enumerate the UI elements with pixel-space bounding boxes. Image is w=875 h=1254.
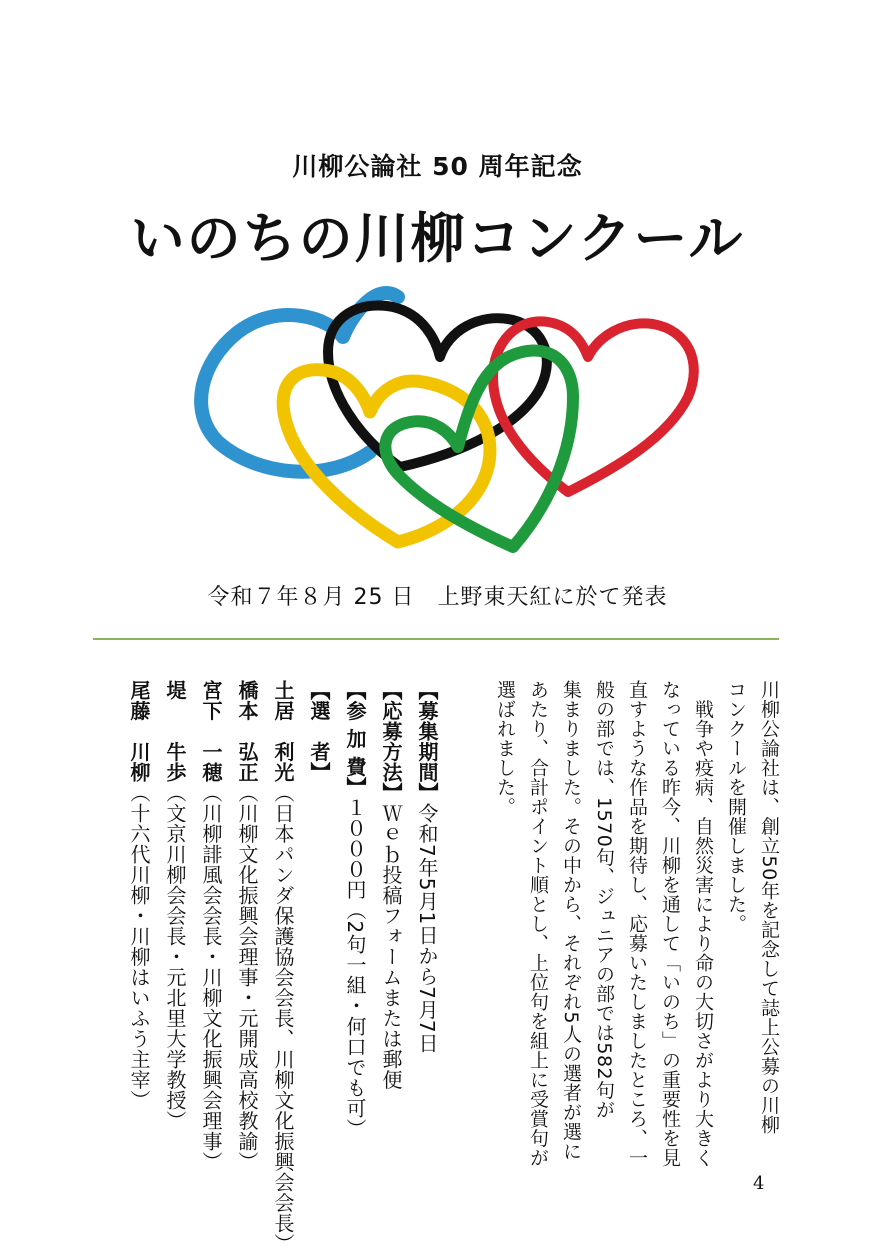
intro-line: コンクールを開催しました。 bbox=[725, 680, 747, 934]
intro-line: 般の部では、1570句、ジュニアの部では582句が bbox=[593, 680, 615, 1119]
fee-label: 【参 加 費】 bbox=[343, 680, 367, 797]
interlocking-hearts-icon bbox=[178, 262, 718, 562]
divider bbox=[93, 638, 779, 640]
fee-value: １０００円（2句一組・何口でも可） bbox=[343, 797, 367, 1138]
judge-name: 土居 利光 bbox=[271, 680, 295, 783]
announcement: 令和７年８月 25 日 上野東天紅に於て発表 bbox=[0, 580, 875, 611]
period-label: 【募集期間】 bbox=[415, 680, 439, 803]
intro-line: 川柳公論社は、創立50年を記念して誌上公募の川柳 bbox=[758, 680, 780, 1134]
period-row bbox=[415, 680, 439, 1054]
method-row bbox=[379, 680, 403, 1090]
method-value: Ｗｅｂ投稿フォームまたは郵便 bbox=[379, 803, 403, 1090]
subtitle: 川柳公論社 50 周年記念 bbox=[0, 147, 875, 183]
intro-line: 選ばれました。 bbox=[494, 680, 516, 817]
intro-line: 直すような作品を期待し、応募いたしましたところ、一 bbox=[626, 680, 648, 1168]
judge-note: （日本パンダ保護協会会長、川柳文化振興会会長） bbox=[271, 783, 295, 1254]
judge-row bbox=[127, 680, 151, 1111]
judges-label: 【選 者】 bbox=[307, 680, 331, 783]
judge-note: （十六代川柳・川柳はいふう主宰） bbox=[127, 783, 151, 1111]
judge-note: （川柳文化振興会理事・元開成高校教諭） bbox=[235, 783, 259, 1173]
judge-note: （文京川柳会会長・元北里大学教授） bbox=[163, 783, 187, 1132]
judge-name: 宮下 一穂 bbox=[199, 680, 223, 783]
page-number: 4 bbox=[753, 1173, 764, 1194]
judge-row bbox=[163, 680, 187, 1131]
fee-row bbox=[343, 680, 367, 1139]
details-block bbox=[100, 680, 445, 1180]
page-title: いのちの川柳コンクール bbox=[0, 196, 875, 273]
judge-row bbox=[271, 680, 295, 1254]
period-value: 令和7年5月1日から7月7日 bbox=[415, 803, 439, 1054]
intro-line: 集まりました。その中から、それぞれ5人の選者が選に bbox=[560, 680, 582, 1161]
intro-paragraph bbox=[490, 680, 785, 1180]
intro-line: 戦争や疫病、自然災害により命の大切さがより大きく bbox=[692, 680, 714, 1168]
judge-name: 橋本 弘正 bbox=[235, 680, 259, 783]
judge-name: 尾藤 川柳 bbox=[127, 680, 151, 783]
judge-name: 堤 牛歩 bbox=[163, 680, 187, 783]
method-label: 【応募方法】 bbox=[379, 680, 403, 803]
judge-row bbox=[199, 680, 223, 1172]
judge-row bbox=[235, 680, 259, 1172]
intro-line: なっている昨今、川柳を通して「いのち」の重要性を見 bbox=[659, 680, 681, 1168]
intro-line: あたり、合計ポイント順とし、上位句を組上に受賞句が bbox=[527, 680, 549, 1168]
judge-note: （川柳誹風会会長・川柳文化振興会理事） bbox=[199, 783, 223, 1173]
